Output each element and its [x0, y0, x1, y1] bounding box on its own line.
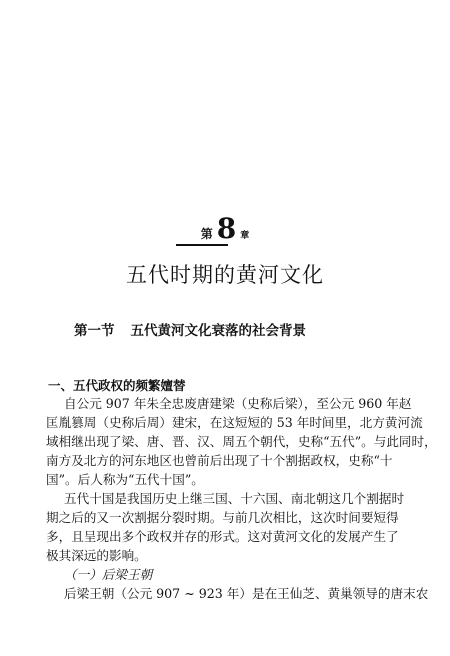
section-title: 五代黄河文化衰落的社会背景: [130, 323, 306, 339]
body-line-6: 五代十国是我国历史上继三国、十六国、南北朝这几个割据时: [64, 491, 405, 506]
chapter-title: 五代时期的黄河文化: [126, 263, 324, 287]
subsection-heading: 一、五代政权的频繁嬗替: [48, 378, 186, 393]
body-line-2: 匡胤篡周（史称后周）建宋，在这短短的 53 年时间里，北方黄河流: [46, 415, 423, 430]
body-line-8: 多，且呈现出多个政权并存的形式。这对黄河文化的发展产生了: [46, 529, 399, 544]
body-line-1: 自公元 907 年朱全忠废唐建梁（史称后梁），至公元 960 年赵: [64, 396, 412, 411]
subsection-1-heading: （一）后梁王朝: [64, 567, 153, 582]
section-number: 第一节: [74, 323, 115, 339]
chapter-divider: [176, 244, 228, 246]
body-line-5: 国”。后人称为“五代十国”。: [46, 472, 204, 487]
chapter-label: [0, 212, 450, 245]
body-line-4: 南方及北方的河东地区也曾前后出现了十个割据政权，史称“十: [46, 453, 393, 468]
section-heading: [74, 319, 306, 339]
chapter-number: 8: [216, 212, 237, 245]
chapter-suffix: 章: [240, 231, 250, 241]
chapter-prefix: 第: [200, 227, 213, 241]
body-line-7: 期之后的又一次割据分裂时期。与前几次相比，这次时间要短得: [46, 510, 399, 525]
body-line-9: 极其深远的影响。: [46, 548, 147, 563]
body-line-10: 后梁王朝（公元 907 ~ 923 年）是在王仙芝、黄巢领导的唐末农: [64, 586, 429, 601]
body-line-3: 域相继出现了梁、唐、晋、汉、周五个朝代，史称“五代”。与此同时，: [46, 434, 437, 449]
